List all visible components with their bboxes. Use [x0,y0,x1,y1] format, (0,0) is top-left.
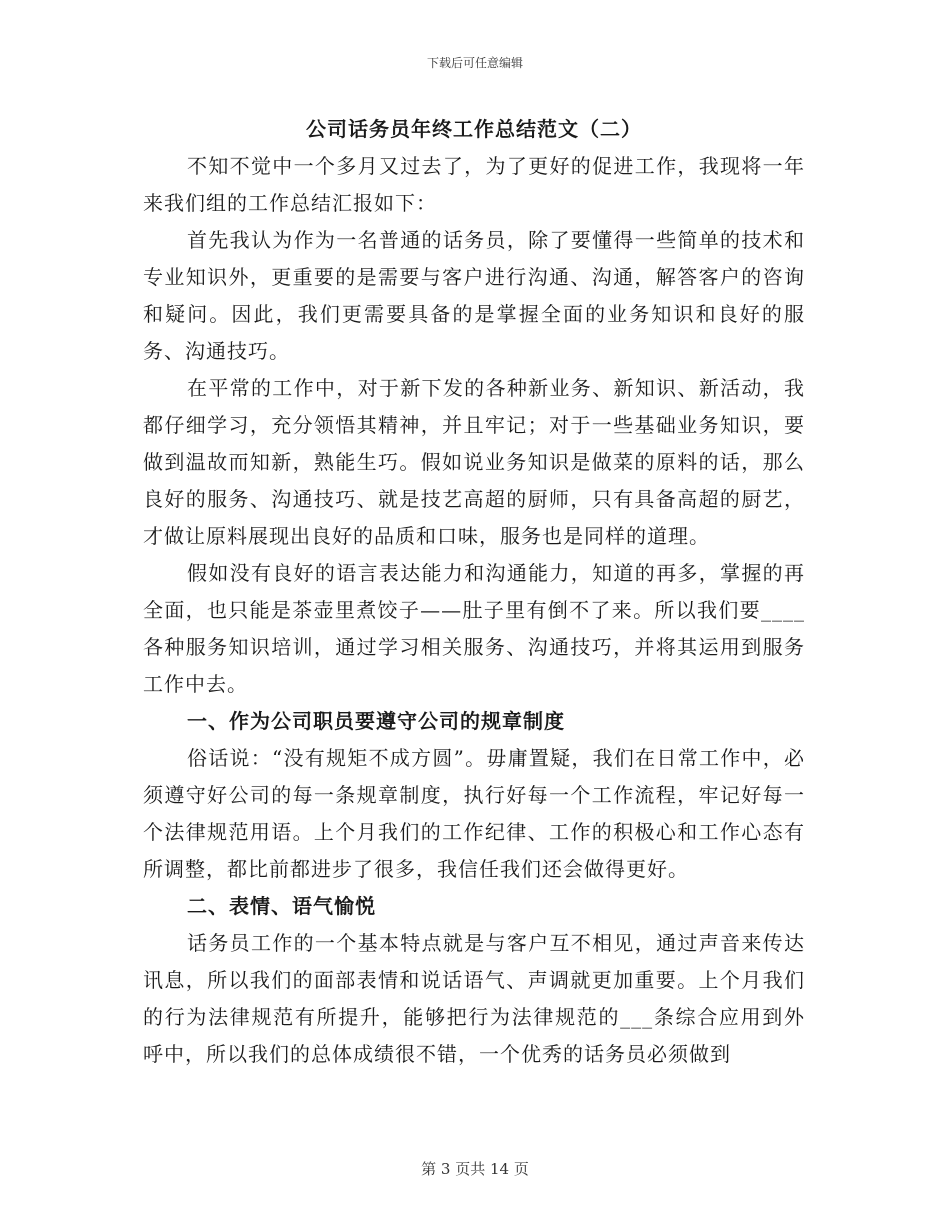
paragraph-learning: 在平常的工作中，对于新下发的各种新业务、新知识、新活动，我都仔细学习，充分领悟其精神，并且牢记；对于一些基础业务知识，要做到温故而知新，熟能生巧。假如说业务知识是做菜的原料的话，那么良好的服务、沟通技巧、就是技艺高超的厨师，只有具备高超的厨艺，才做让原料展现出良好的品质和口味，服务也是同样的道理。 [143,376,805,548]
page-header: 下载后可任意编辑 [426,56,523,70]
paragraph-skills: 首先我认为作为一名普通的话务员，除了要懂得一些简单的技术和专业知识外，更重要的是需要与客户进行沟通、沟通，解答客户的咨询和疑问。因此，我们更需要具备的是掌握全面的业务知识和良好的服务、沟通技巧。 [143,228,805,363]
paragraph-tone: 话务员工作的一个基本特点就是与客户互不相见，通过声音来传达讯息，所以我们的面部表情和说话语气、声调就更加重要。上个月我们的行为法律规范有所提升，能够把行为法律规范的___条综合应用到外呼中，所以我们的总体成绩很不错，一个优秀的话务员必须做到 [143,931,805,1066]
paragraph-rules: 俗话说：“没有规矩不成方圆”。毋庸置疑，我们在日常工作中，必须遵守好公司的每一条规章制度，执行好每一个工作流程，牢记好每一个法律规范用语。上个月我们的工作纪律、工作的积极心和工作心态有所调整，都比前都进步了很多，我信任我们还会做得更好。 [143,746,805,881]
section-heading-tone: 二、表情、语气愉悦 [187,894,376,918]
paragraph-communication: 假如没有良好的语言表达能力和沟通能力，知道的再多，掌握的再全面，也只能是茶壶里煮饺子——肚子里有倒不了来。所以我们要____各种服务知识培训，通过学习相关服务、沟通技巧，并将其运用到服务工作中去。 [143,561,805,696]
paragraph-intro: 不知不觉中一个多月又过去了，为了更好的促进工作，我现将一年来我们组的工作总结汇报如下： [143,154,805,215]
page-footer: 第 3 页共 14 页 [421,1160,529,1178]
document-body [143,112,805,1073]
document-title: 公司话务员年终工作总结范文（二） [306,117,642,141]
section-heading-rules: 一、作为公司职员要遵守公司的规章制度 [187,709,565,733]
